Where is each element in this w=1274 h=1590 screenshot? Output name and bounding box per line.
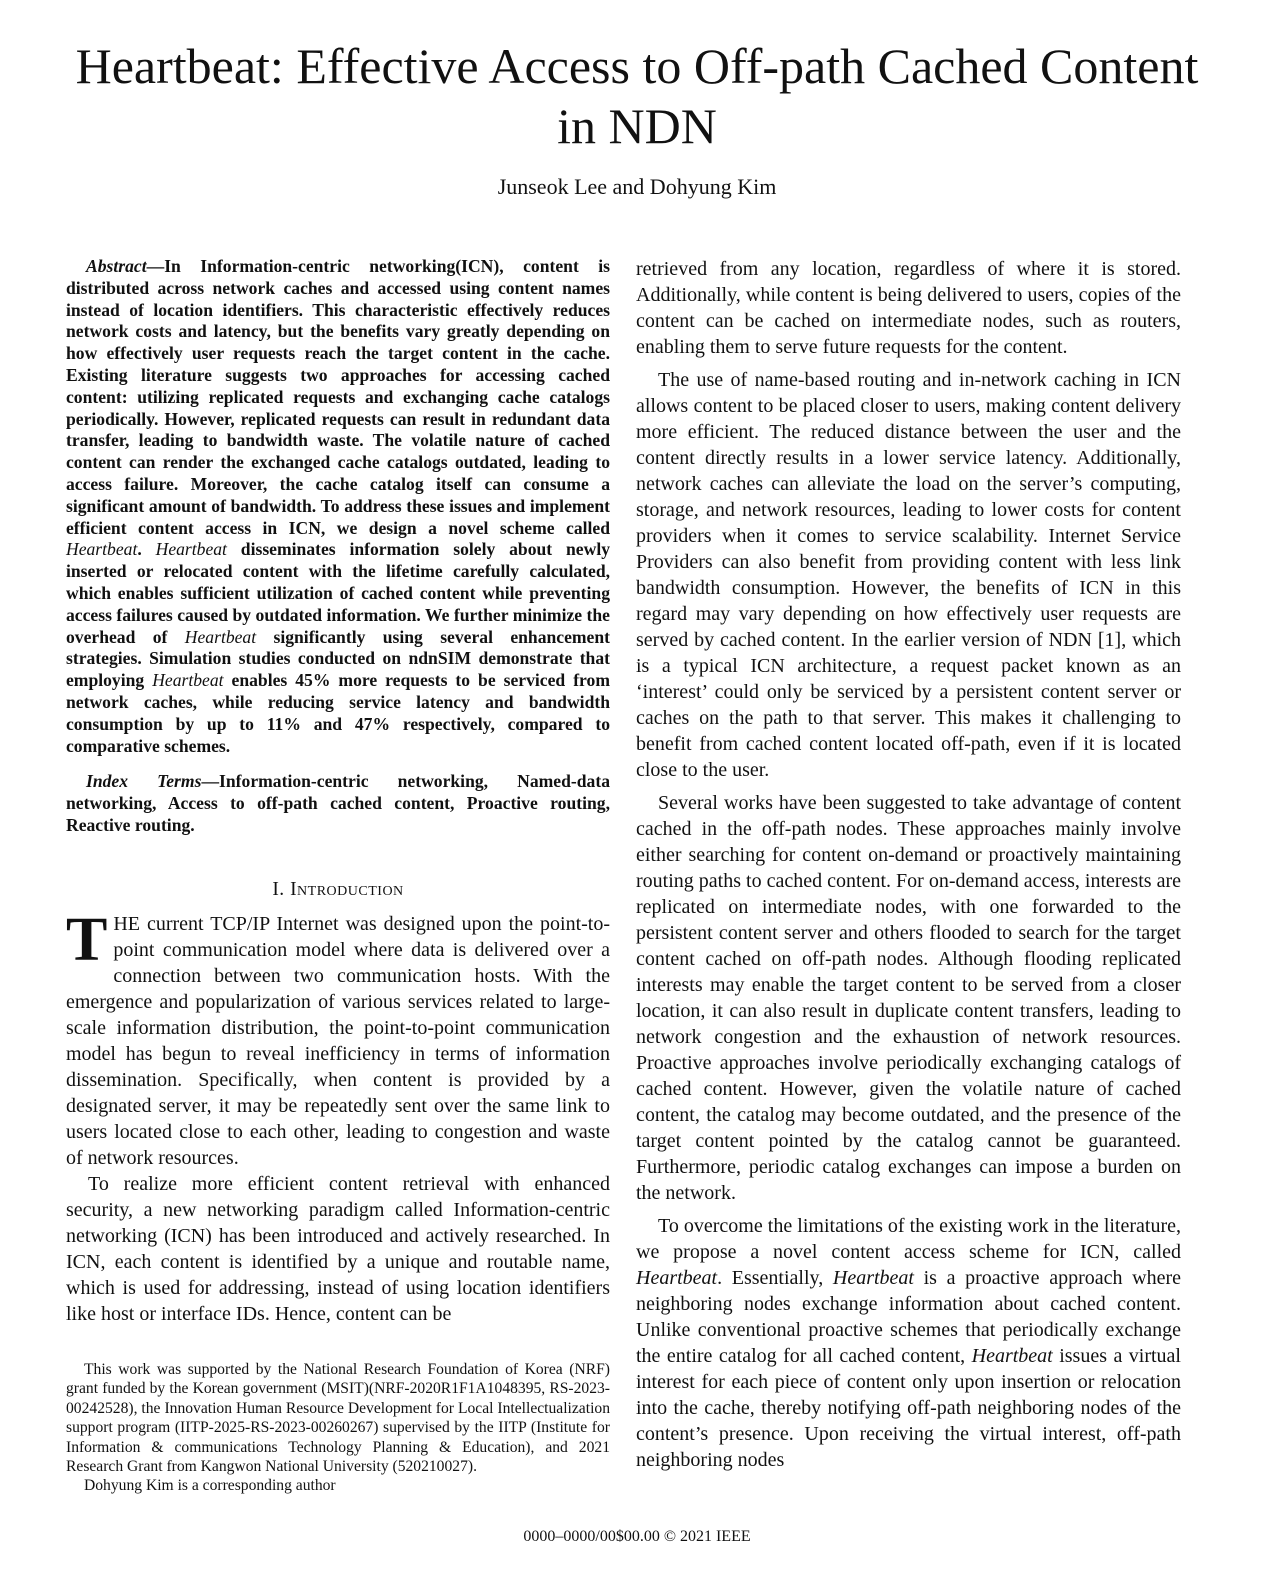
scheme-name-italic: Heartbeat xyxy=(152,670,224,691)
intro-paragraph-2: To realize more efficient content retrieval with enhanced security, a new networking paradigm called Information-centric networking (ICN) has been introduced and actively researched. In ICN, each content is identified by a unique and routable name, which is used for addressing, instead of using location identifiers like host or interface IDs. Hence, content can be xyxy=(66,1172,610,1325)
abstract-text-segment: . xyxy=(137,539,156,560)
right-paragraph-3 xyxy=(636,1213,1181,1473)
drop-cap: T xyxy=(66,905,108,974)
abstract-text-segment: significantly using several enhancement strategies. Simulation studies conducted on ndnSIM demonstrate that employing xyxy=(66,626,611,691)
abstract xyxy=(66,256,610,757)
abstract-text-segment: disseminates information solely about newly inserted or relocated content with the lifetime carefully calculated, which enables sufficient utilization of cached content while preventing access failures caused by outdated information. We further minimize the overhead of xyxy=(66,539,611,647)
right-paragraph-3-text-segment: To overcome the limitations of the existing work in the literature, we propose a novel content access scheme for ICN, called xyxy=(636,1215,1181,1263)
corresponding-author-note: Dohyung Kim is a corresponding author xyxy=(84,1477,336,1495)
abstract-body xyxy=(66,256,610,756)
intro-paragraph-1-text: HE current TCP/IP Internet was designed upon the point-to-point communication model where data is delivered over a connection between two communication hosts. With the emergence and popularization of various services related to large-scale information distribution, the point-to-point communication model has begun to reveal inefficiency in terms of information dissemination. Specifically, when content is provided by a designated server, it may be repeatedly sent over the same link to users located close to each other, leading to congestion and waste of network resources. xyxy=(66,912,610,1169)
section-number: I. xyxy=(272,878,285,900)
right-paragraph-0: retrieved from any location, regardless of where it is stored. Additionally, while content is being delivered to users, copies of the content can be cached on intermediate nodes, such as routers, enabling them to serve future requests for the content. xyxy=(636,258,1181,358)
left-column xyxy=(66,256,610,1327)
right-paragraph-3-text-segment: is a proactive approach where neighboring nodes exchange information about cached content. Unlike conventional proactive schemes that periodically exchange the entire catalog for all cached content, xyxy=(636,1267,1181,1367)
scheme-name-italic: Heartbeat xyxy=(636,1267,718,1289)
scheme-name-italic: Heartbeat xyxy=(184,626,257,647)
right-paragraph-2: Several works have been suggested to take advantage of content cached in the off-path nodes. These approaches mainly involve either searching for content on-demand or proactively maintaining routing paths to cached content. For on-demand access, interests are replicated on intermediate nodes, with one forwarded to the persistent content server and others flooded to search for the target content cached on off-path nodes. Although flooding replicated interests may enable the target content to be served from a closer location, it can also result in duplicate content transfers, leading to network congestion and the exhaustion of network resources. Proactive approaches involve periodically exchanging catalogs of cached content. However, given the volatile nature of cached content, the catalog may become outdated, and the presence of the target content pointed by the catalog cannot be guaranteed. Furthermore, periodic catalog exchanges can impose a burden on the network. xyxy=(636,792,1181,1204)
scheme-name-italic: Heartbeat xyxy=(971,1345,1053,1367)
paper-title: Heartbeat: Effective Access to Off-path Cached Content in NDN xyxy=(75,38,1199,154)
copyright-footer: 0000–0000/00$00.00 © 2021 IEEE xyxy=(523,1528,751,1545)
right-column xyxy=(636,256,1181,1480)
section-heading xyxy=(66,879,610,901)
index-terms-text: —Information-centric networking, Named-data networking, Access to off-path cached content, Proactive routing, Reactive routing. xyxy=(66,771,610,835)
right-paragraph-3-text-segment: . Essentially, xyxy=(717,1267,833,1289)
abstract-text-segment: enables 45% more requests to be serviced from network caches, while reducing service latency and bandwidth consumption by up to 11% and 47% respectively, compared to comparative schemes. xyxy=(66,670,610,756)
author-list: Junseok Lee and Dohyung Kim xyxy=(497,174,777,199)
right-paragraph-3-text-segment: issues a virtual interest for each piece of content only upon insertion or relocation into the cache, thereby notifying off-path neighboring nodes of the content’s presence. Upon receiving the virtual interest, off-path neighboring nodes xyxy=(636,1345,1181,1471)
abstract-text-segment: —In Information-centric networking(ICN), content is distributed across network caches and accessed using content names instead of location identifiers. This characteristic effectively reduces network costs and latency, but the benefits vary greatly depending on how effectively user requests reach the target content in the cache. Existing literature suggests two approaches for accessing cached content: utilizing replicated requests and exchanging cache catalogs periodically. However, replicated requests can result in redundant data transfer, leading to bandwidth waste. The volatile nature of cached content can render the exchanged cache catalogs outdated, leading to access failure. Moreover, the cache catalog itself can consume a significant amount of bandwidth. To address these issues and implement efficient content access in ICN, we design a novel scheme called xyxy=(66,256,610,538)
funding-note: This work was supported by the National Research Foundation of Korea (NRF) grant funded by the Korean government (MSIT)(NRF-2020R1F1A1048395, RS-2023-00242528), the Innovation Human Resource Development for Local Intellectualization support program (IITP-2025-RS-2023-00260267) supervised by the IITP (Institute for Information & communications Technology Planning & Education), and 2021 Research Grant from Kangwon National University (520210027). xyxy=(66,1361,610,1476)
scheme-name-italic: Heartbeat xyxy=(155,539,227,560)
index-terms xyxy=(66,771,610,836)
index-terms-label: Index Terms xyxy=(86,771,202,792)
section-title: Introduction xyxy=(290,878,404,900)
intro-paragraph-1 xyxy=(66,905,610,1171)
scheme-name-italic: Heartbeat xyxy=(832,1267,914,1289)
right-paragraph-1: The use of name-based routing and in-network caching in ICN allows content to be placed closer to users, making content delivery more efficient. The reduced distance between the user and the content directly results in a lower service latency. Additionally, network caches can alleviate the load on the server’s computing, storage, and network resources, leading to lower costs for content providers when it comes to service scalability. Internet Service Providers can also benefit from providing content with less link bandwidth consumption. However, the benefits of ICN in this regard may vary depending on how effectively user requests are served by cached content. In the earlier version of NDN [1], which is a typical ICN architecture, a request packet known as an ‘interest’ could only be serviced by a persistent content server or caches on the path to that server. This makes it challenging to benefit from cached content located off-path, even if it is located close to the user. xyxy=(636,369,1181,781)
footnote xyxy=(66,1360,610,1496)
abstract-label: Abstract xyxy=(86,256,147,276)
scheme-name-italic: Heartbeat xyxy=(66,539,138,560)
